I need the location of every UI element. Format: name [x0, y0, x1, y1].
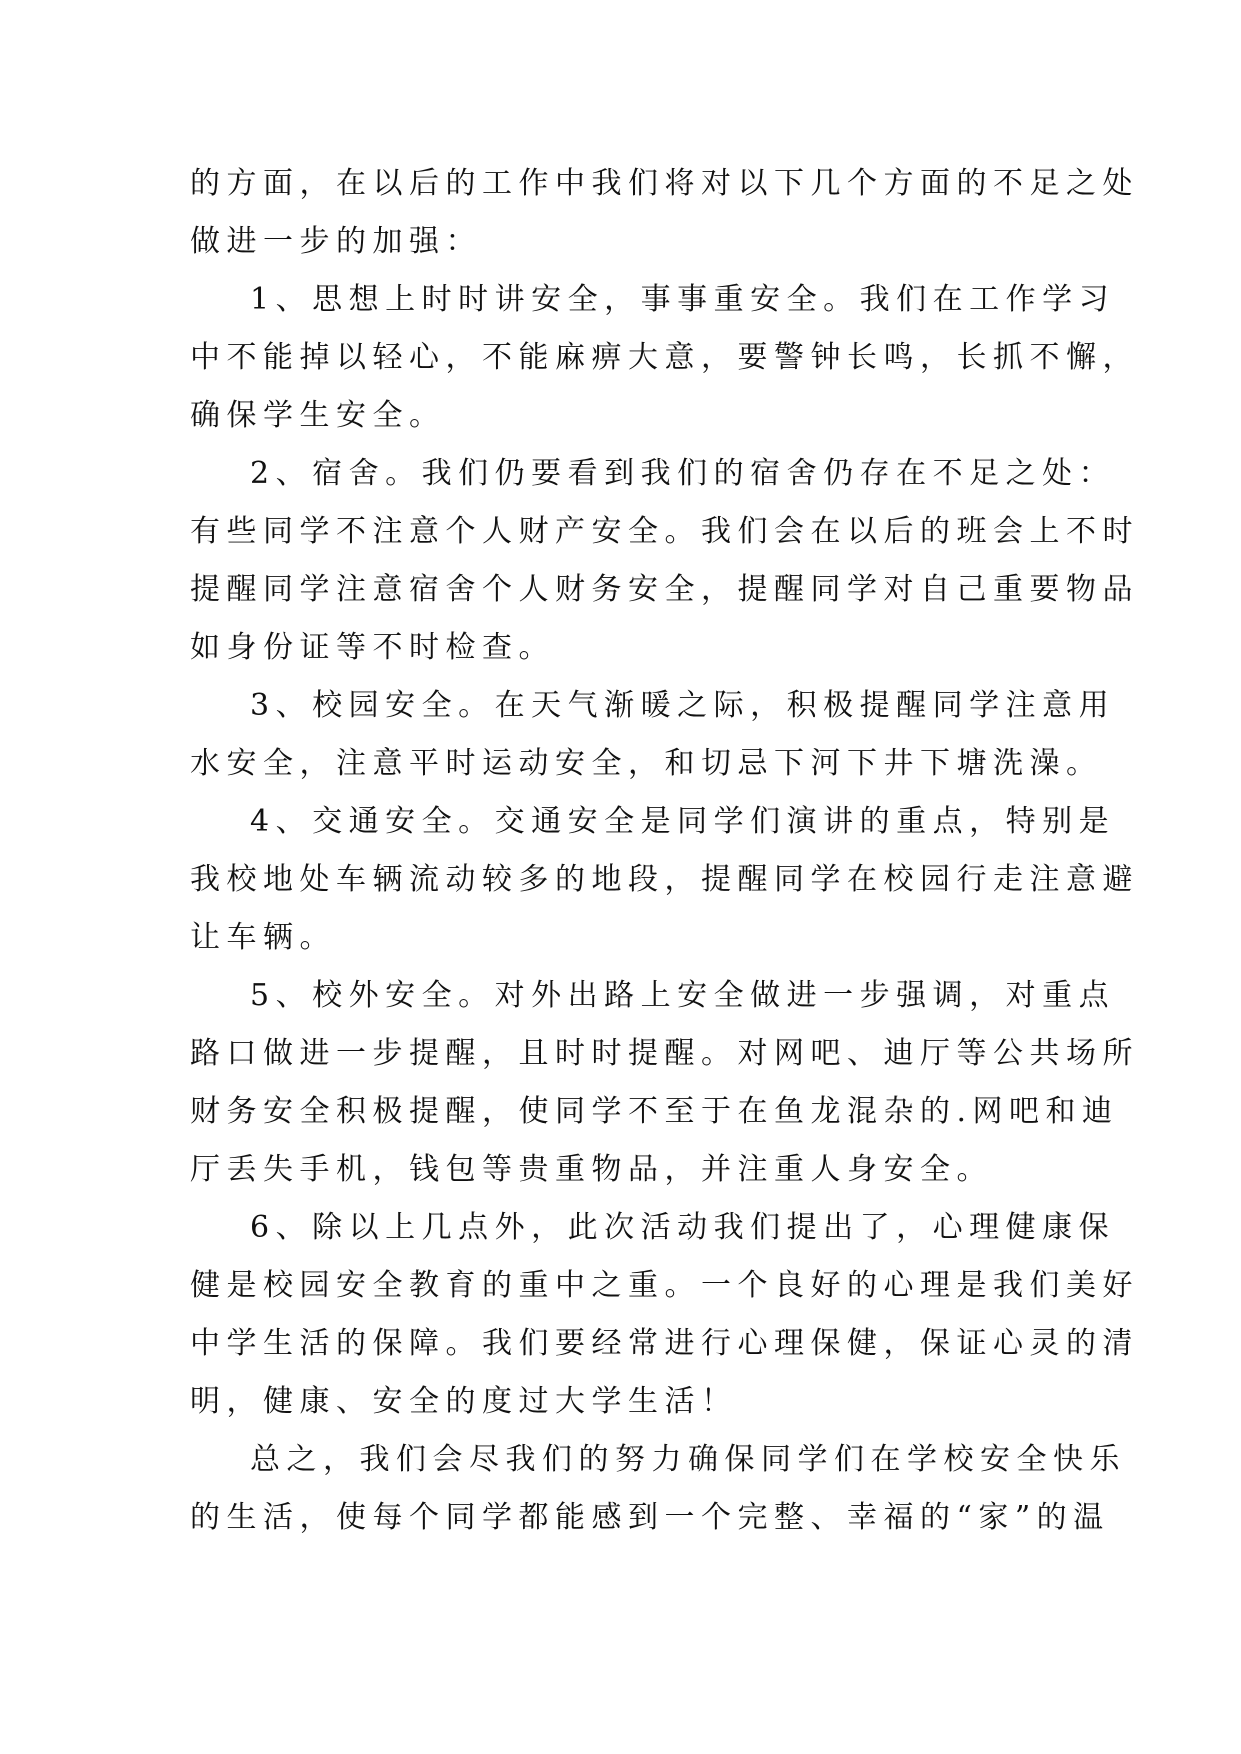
text-line: 中不能掉以轻心，不能麻痹大意，要警钟长鸣，长抓不懈，	[190, 340, 1139, 375]
text-line: 财务安全积极提醒，使同学不至于在鱼龙混杂的.网吧和迪	[190, 1094, 1119, 1129]
text-line: 4、交通安全。交通安全是同学们演讲的重点，特别是	[250, 804, 1116, 839]
text-line: 厅丢失手机，钱包等贵重物品，并注重人身安全。	[190, 1152, 993, 1187]
text-line: 总之，我们会尽我们的努力确保同学们在学校安全快乐	[250, 1442, 1126, 1477]
text-line: 1、思想上时时讲安全，事事重安全。我们在工作学习	[250, 282, 1116, 317]
text-line: 明，健康、安全的度过大学生活！	[190, 1384, 738, 1419]
text-line: 水安全，注意平时运动安全，和切忌下河下井下塘洗澡。	[190, 746, 1103, 781]
text-line: 的生活，使每个同学都能感到一个完整、幸福的“家”的温	[190, 1500, 1110, 1535]
text-line: 5、校外安全。对外出路上安全做进一步强调，对重点	[250, 978, 1116, 1013]
text-line: 6、除以上几点外，此次活动我们提出了，心理健康保	[250, 1210, 1116, 1245]
text-line: 2、宿舍。我们仍要看到我们的宿舍仍存在不足之处：	[250, 456, 1116, 491]
document-body	[190, 155, 1139, 1547]
text-line: 提醒同学注意宿舍个人财务安全，提醒同学对自己重要物品	[190, 572, 1139, 607]
text-line: 确保学生安全。	[190, 398, 446, 433]
text-line: 的方面，在以后的工作中我们将对以下几个方面的不足之处	[190, 166, 1139, 201]
text-line: 让车辆。	[190, 920, 336, 955]
text-line: 路口做进一步提醒，且时时提醒。对网吧、迪厅等公共场所	[190, 1036, 1139, 1071]
text-line: 有些同学不注意个人财产安全。我们会在以后的班会上不时	[190, 514, 1139, 549]
text-line: 我校地处车辆流动较多的地段，提醒同学在校园行走注意避	[190, 862, 1139, 897]
text-line: 健是校园安全教育的重中之重。一个良好的心理是我们美好	[190, 1268, 1139, 1303]
text-line: 做进一步的加强：	[190, 224, 482, 259]
text-line: 如身份证等不时检查。	[190, 630, 555, 665]
text-line: 中学生活的保障。我们要经常进行心理保健，保证心灵的清	[190, 1326, 1139, 1361]
text-line: 3、校园安全。在天气渐暖之际，积极提醒同学注意用	[250, 688, 1116, 723]
